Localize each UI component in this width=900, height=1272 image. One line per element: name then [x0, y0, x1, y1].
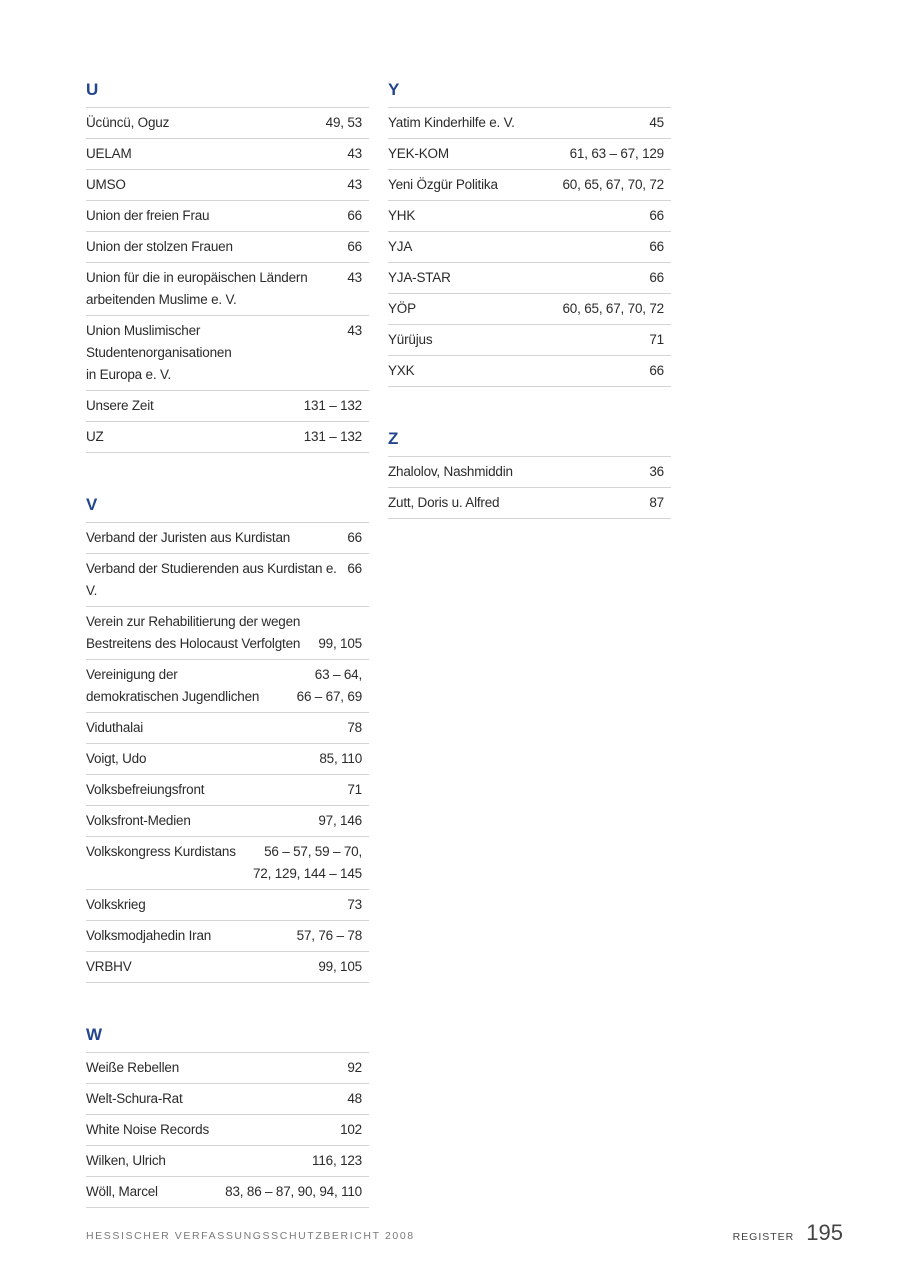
- entry-pages: 66: [649, 363, 664, 378]
- index-entry: [86, 660, 369, 713]
- index-entry: [86, 170, 369, 201]
- entry-name: Volksmodjahedin Iran: [86, 928, 212, 943]
- entry-pages: 66: [649, 208, 664, 223]
- entry-name: Yürüjus: [388, 332, 433, 347]
- entry-pages: 66: [649, 239, 664, 254]
- entry-pages: 43: [347, 146, 362, 161]
- index-entry: [86, 523, 369, 554]
- entry-name: Unsere Zeit: [86, 398, 154, 413]
- index-entry: [86, 775, 369, 806]
- entry-pages: 63 – 64, 66 – 67, 69: [296, 667, 362, 704]
- entry-name: Weiße Rebellen: [86, 1060, 179, 1075]
- entry-pages: 61, 63 – 67, 129: [569, 146, 664, 161]
- entry-pages: 43: [347, 270, 362, 285]
- index-entry: [86, 422, 369, 453]
- index-entry: [388, 457, 671, 488]
- index-entry: [86, 1177, 369, 1208]
- index-entry: [86, 316, 369, 391]
- index-column-left: [86, 78, 369, 1248]
- entry-name: Ücüncü, Oguz: [86, 115, 170, 130]
- index-entry: [388, 294, 671, 325]
- index-section-z: [388, 427, 671, 519]
- entry-pages: 66: [649, 270, 664, 285]
- entry-pages: 92: [347, 1060, 362, 1075]
- footer-publication: HESSISCHER VERFASSUNGSSCHUTZBERICHT 2008: [86, 1230, 415, 1242]
- index-entry: [86, 232, 369, 263]
- entry-pages: 73: [347, 897, 362, 912]
- entry-name: White Noise Records: [86, 1122, 209, 1137]
- entry-name: Yeni Özgür Politika: [388, 177, 498, 192]
- index-entry: [86, 1146, 369, 1177]
- entry-pages: 102: [340, 1122, 362, 1137]
- section-letter: V: [86, 493, 369, 523]
- entry-pages: 45: [649, 115, 664, 130]
- entry-name: YXK: [388, 363, 415, 378]
- entry-name: YJA-STAR: [388, 270, 451, 285]
- entry-name: Welt-Schura-Rat: [86, 1091, 183, 1106]
- entry-name: UZ: [86, 429, 104, 444]
- entry-name: Volkskongress Kurdistans: [86, 844, 236, 859]
- entry-pages: 78: [347, 720, 362, 735]
- index-entry: [86, 139, 369, 170]
- entry-name: YJA: [388, 239, 413, 254]
- index-entry: [86, 921, 369, 952]
- index-entry: [86, 1115, 369, 1146]
- index-entry: [86, 806, 369, 837]
- entry-name: Wilken, Ulrich: [86, 1153, 166, 1168]
- index-entry: [86, 607, 369, 660]
- index-entry: [388, 325, 671, 356]
- index-entry: [388, 139, 671, 170]
- entry-name: YHK: [388, 208, 416, 223]
- entry-pages: 56 – 57, 59 – 70, 72, 129, 144 – 145: [252, 844, 362, 881]
- entry-pages: 71: [347, 782, 362, 797]
- entry-name: Zhalolov, Nashmiddin: [388, 464, 513, 479]
- entry-pages: 66: [347, 239, 362, 254]
- entry-name: Union Muslimischer Studentenorganisationen in Europa e. V.: [86, 323, 232, 382]
- entry-name: UMSO: [86, 177, 126, 192]
- entry-pages: 66: [347, 530, 362, 545]
- entry-pages: 85, 110: [319, 751, 362, 766]
- entry-name: Volkskrieg: [86, 897, 146, 912]
- index-entry: [86, 1053, 369, 1084]
- section-letter: Y: [388, 78, 671, 108]
- index-entry: [86, 263, 369, 316]
- entry-pages: 116, 123: [312, 1153, 362, 1168]
- entry-pages: 99, 105: [318, 959, 362, 974]
- entry-pages: 49, 53: [325, 115, 362, 130]
- index-entry: [388, 108, 671, 139]
- entry-pages: 36: [649, 464, 664, 479]
- index-section-u: [86, 78, 369, 453]
- entry-pages: 99, 105: [318, 636, 362, 651]
- index-entry: [388, 356, 671, 387]
- entry-name: Vereinigung der demokratischen Jugendlichen: [86, 667, 260, 704]
- entry-pages: 57, 76 – 78: [296, 928, 362, 943]
- index-entry: [388, 263, 671, 294]
- entry-name: YÖP: [388, 301, 416, 316]
- index-entry: [86, 1084, 369, 1115]
- index-entry: [86, 201, 369, 232]
- entry-pages: 83, 86 – 87, 90, 94, 110: [225, 1184, 362, 1199]
- index-section-w: [86, 1023, 369, 1208]
- entry-pages: 43: [347, 323, 362, 338]
- entry-name: Verband der Studierenden aus Kurdistan e. V.: [86, 561, 337, 598]
- entry-name: Volksbefreiungsfront: [86, 782, 205, 797]
- footer-page-info: [733, 1220, 843, 1246]
- section-letter: Z: [388, 427, 671, 457]
- entry-name: UELAM: [86, 146, 132, 161]
- index-entry: [86, 744, 369, 775]
- entry-name: Yatim Kinderhilfe e. V.: [388, 115, 515, 130]
- entry-pages: 66: [347, 208, 362, 223]
- entry-pages: 48: [347, 1091, 362, 1106]
- index-column-right: [388, 78, 671, 559]
- entry-name: Wöll, Marcel: [86, 1184, 158, 1199]
- entry-name: Union der freien Frau: [86, 208, 210, 223]
- section-letter: W: [86, 1023, 369, 1053]
- entry-name: Verband der Juristen aus Kurdistan: [86, 530, 291, 545]
- entry-name: Zutt, Doris u. Alfred: [388, 495, 500, 510]
- entry-name: Verein zur Rehabilitierung der wegen Bestreitens des Holocaust Verfolgten: [86, 614, 301, 651]
- entry-pages: 60, 65, 67, 70, 72: [562, 177, 664, 192]
- footer-section-label: REGISTER: [732, 1231, 795, 1243]
- index-entry: [86, 713, 369, 744]
- entry-pages: 87: [649, 495, 664, 510]
- section-letter: U: [86, 78, 369, 108]
- index-section-y: [388, 78, 671, 387]
- entry-pages: 43: [347, 177, 362, 192]
- entry-pages: 131 – 132: [303, 398, 362, 413]
- entry-name: YEK-KOM: [388, 146, 449, 161]
- entry-name: Volksfront-Medien: [86, 813, 191, 828]
- entry-name: Union der stolzen Frauen: [86, 239, 233, 254]
- index-entry: [86, 391, 369, 422]
- page-number: 195: [806, 1220, 843, 1245]
- index-entry: [86, 952, 369, 983]
- entry-name: VRBHV: [86, 959, 132, 974]
- entry-pages: 60, 65, 67, 70, 72: [562, 301, 664, 316]
- index-entry: [388, 488, 671, 519]
- entry-pages: 97, 146: [318, 813, 362, 828]
- entry-name: Viduthalai: [86, 720, 144, 735]
- index-entry: [388, 201, 671, 232]
- index-entry: [86, 837, 369, 890]
- index-entry: [86, 890, 369, 921]
- index-entry: [86, 108, 369, 139]
- index-entry: [388, 232, 671, 263]
- index-section-v: [86, 493, 369, 983]
- entry-name: Union für die in europäischen Ländern arbeitenden Muslime e. V.: [86, 270, 308, 307]
- entry-pages: 71: [649, 332, 664, 347]
- entry-pages: 131 – 132: [303, 429, 362, 444]
- index-entry: [388, 170, 671, 201]
- index-entry: [86, 554, 369, 607]
- entry-pages: 66: [347, 561, 362, 576]
- entry-name: Voigt, Udo: [86, 751, 147, 766]
